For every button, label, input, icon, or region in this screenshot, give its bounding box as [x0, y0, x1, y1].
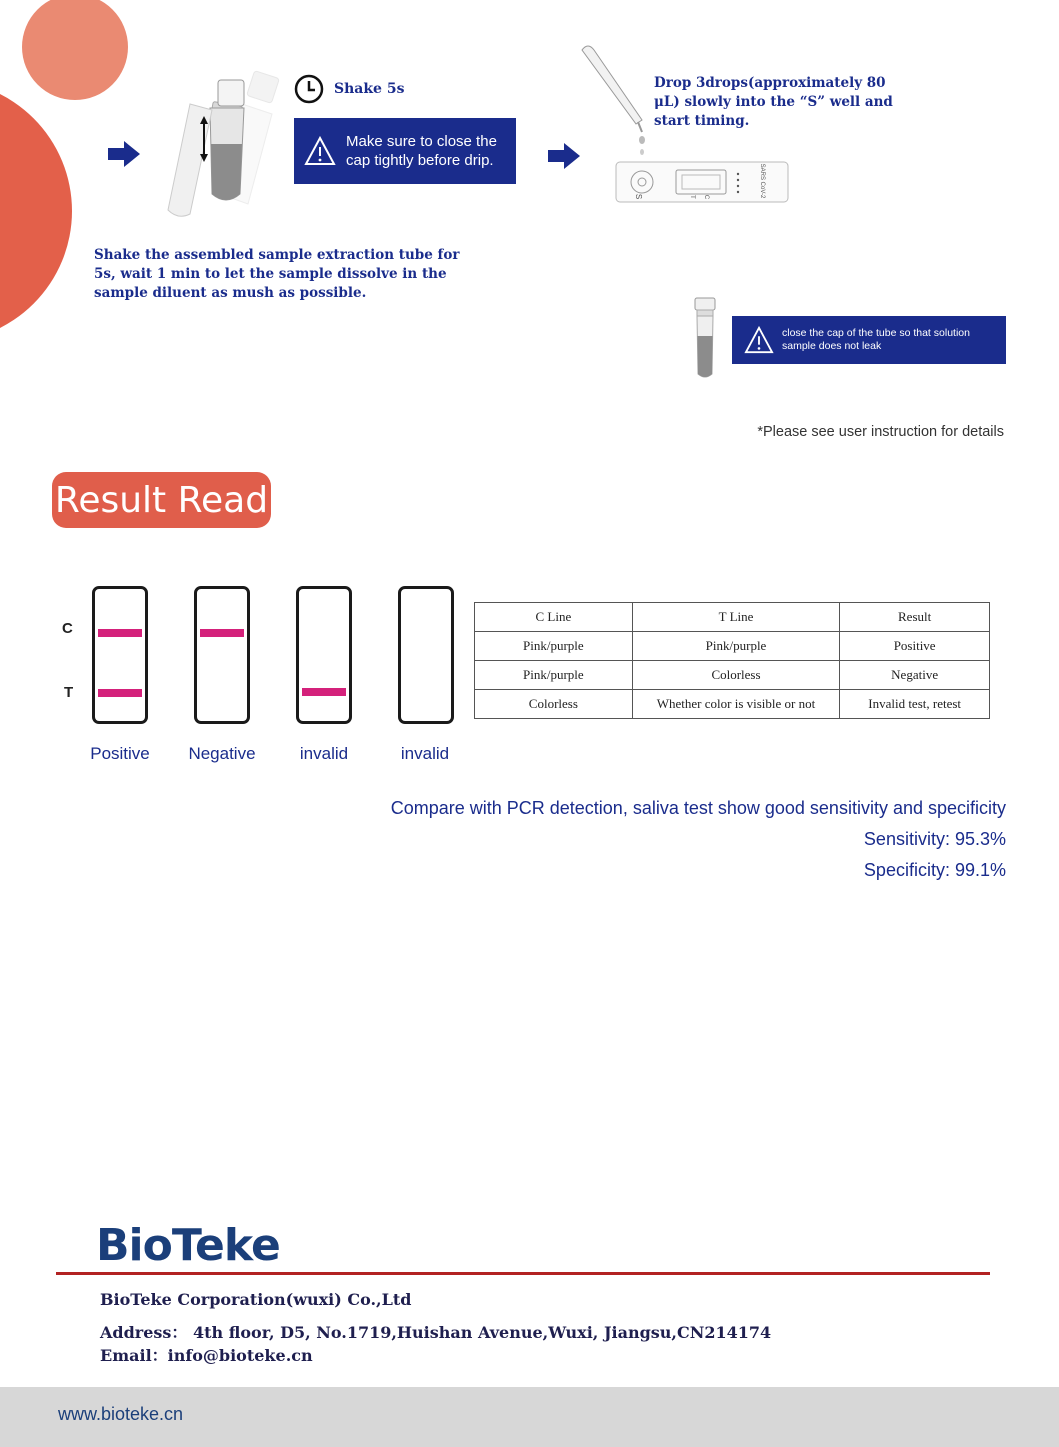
strip-label: Positive: [90, 744, 150, 763]
comparison-text: Compare with PCR detection, saliva test show good sensitivity and specificity: [390, 798, 1006, 818]
strip-invalid-t-only: [296, 586, 352, 724]
table-cell: Pink/purple: [475, 661, 633, 690]
strip-negative: [194, 586, 250, 724]
instruction-note: *Please see user instruction for details: [757, 424, 1004, 440]
closed-tube-illustration: [692, 296, 720, 382]
cap-warning-text: Make sure to close the cap tightly before drip.: [346, 133, 497, 169]
extraction-tube-illustration: [160, 64, 290, 224]
table-cell: Positive: [840, 632, 990, 661]
table-row: [475, 661, 990, 690]
company-name: BioTeke Corporation(wuxi) Co.,Ltd: [100, 1290, 412, 1309]
table-cell: Colorless: [475, 690, 633, 719]
decorative-circle-small: [22, 0, 128, 100]
table-row: [475, 632, 990, 661]
t-line-band: [98, 689, 142, 697]
table-header-cell: T Line: [632, 603, 840, 632]
arrow-right-icon: [108, 141, 140, 167]
decorative-circle-large: [0, 80, 72, 342]
warning-icon: [304, 136, 336, 166]
t-axis-label: T: [64, 684, 74, 701]
leak-warning-text: close the cap of the tube so that solution sample does not leak: [782, 327, 970, 352]
result-table: [474, 602, 990, 719]
strip-label: invalid: [299, 744, 349, 763]
shake-instruction: Shake the assembled sample extraction tube for 5s, wait 1 min to let the sample dissolve in the sample diluent as mush as possible.: [94, 247, 460, 301]
c-line-band: [98, 629, 142, 637]
strip-label: Negative: [188, 744, 256, 763]
specificity-value: Specificity: 99.1%: [863, 860, 1006, 880]
drop-instruction: Drop 3drops(approximately 80 μL) slowly into the “S” well and start timing.: [654, 75, 893, 129]
table-cell: Negative: [840, 661, 990, 690]
arrow-right-icon: [548, 143, 580, 169]
c-axis-label: C: [62, 620, 73, 637]
table-header-cell: Result: [840, 603, 990, 632]
footer-divider: [56, 1272, 990, 1275]
warning-icon: [744, 326, 774, 354]
table-cell: Whether color is visible or not: [632, 690, 840, 719]
strip-invalid-blank: [398, 586, 454, 724]
c-line-band: [200, 629, 244, 637]
table-cell: Invalid test, retest: [840, 690, 990, 719]
table-header-row: [475, 603, 990, 632]
cassette-t-label: T: [688, 195, 695, 199]
company-address: Address： 4th floor, D5, No.1719,Huishan Avenue,Wuxi, Jiangsu,CN214174: [100, 1323, 772, 1342]
result-read-heading: Result Read: [52, 472, 271, 528]
website-link[interactable]: www.bioteke.cn: [58, 1404, 184, 1424]
table-cell: Colorless: [632, 661, 840, 690]
leak-warning-box: [732, 316, 1006, 364]
strip-label: invalid: [400, 744, 450, 763]
t-line-band: [302, 688, 346, 696]
cassette-brand-label: SARS CoV-2: [759, 163, 765, 199]
bioteke-logo: BioTeke: [96, 1220, 280, 1271]
table-header-cell: C Line: [475, 603, 633, 632]
strip-positive: [92, 586, 148, 724]
table-row: [475, 690, 990, 719]
shake-timer-label: Shake 5s: [334, 81, 405, 97]
cassette-c-label: C: [703, 194, 710, 200]
clock-icon: [294, 74, 324, 104]
table-cell: Pink/purple: [475, 632, 633, 661]
sensitivity-value: Sensitivity: 95.3%: [863, 829, 1006, 849]
cap-warning-box: [294, 118, 516, 184]
table-cell: Pink/purple: [632, 632, 840, 661]
company-email[interactable]: Email：info@bioteke.cn: [100, 1346, 313, 1365]
cassette-well-label: S: [634, 193, 644, 200]
